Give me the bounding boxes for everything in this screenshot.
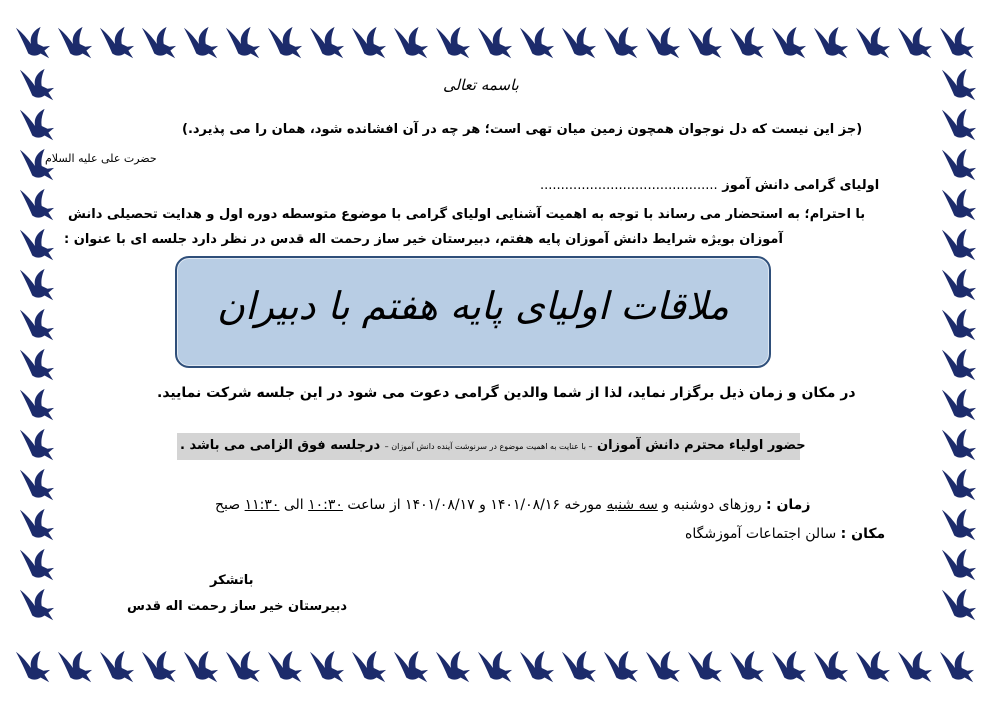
swallow-icon <box>940 266 978 304</box>
swallow-icon <box>18 546 56 584</box>
swallow-icon <box>644 648 682 686</box>
swallow-icon <box>602 24 640 62</box>
salutation-dots: ........................................... <box>540 178 718 193</box>
swallow-icon <box>854 648 892 686</box>
swallow-icon <box>18 186 56 224</box>
time-mid: الی <box>283 497 304 513</box>
swallow-icon <box>560 648 598 686</box>
swallow-icon <box>728 24 766 62</box>
body-line-2: آموزان بویژه شرایط دانش آموزان پایه هفتم، دبیرستان خیر ساز رحمت اله قدس در نظر دارد جلسه ای با عنوان : <box>64 232 783 247</box>
swallow-icon <box>18 226 56 264</box>
swallow-icon <box>896 24 934 62</box>
swallow-icon <box>476 648 514 686</box>
notice-part-2: – با عنایت به اهمیت موضوع در سرنوشت آینده دانش آموزان – <box>384 442 593 451</box>
swallow-icon <box>434 24 472 62</box>
swallow-icon <box>182 648 220 686</box>
invitation-letter <box>45 60 940 650</box>
meeting-title: ملاقات اولیای پایه هفتم با دبیران <box>217 284 729 328</box>
swallow-icon <box>18 306 56 344</box>
notice-part-1: حضور اولیاء محترم دانش آموزان <box>597 438 806 453</box>
meeting-title-box <box>175 256 771 368</box>
swallow-icon <box>686 24 724 62</box>
swallow-icon <box>644 24 682 62</box>
swallow-icon <box>940 346 978 384</box>
salutation <box>540 178 879 193</box>
swallow-icon <box>476 24 514 62</box>
body-line-1: با احترام؛ به استحضار می رساند با توجه به اهمیت آشنایی اولیای گرامی با موضوع متوسطه دوره اول و هدایت تحصیلی دانش <box>68 207 866 222</box>
swallow-icon <box>940 466 978 504</box>
swallow-icon <box>308 24 346 62</box>
bismillah-heading: باسمه تعالی <box>443 76 519 94</box>
swallow-icon <box>98 24 136 62</box>
swallow-icon <box>308 648 346 686</box>
time-day-2: سه شنبه <box>606 497 658 513</box>
notice-part-3: درجلسه فوق الزامی می باشد . <box>180 438 381 453</box>
attendance-notice <box>180 438 806 453</box>
swallow-icon <box>434 648 472 686</box>
swallow-icon <box>350 24 388 62</box>
swallow-icon <box>224 648 262 686</box>
swallow-icon <box>940 66 978 104</box>
time-end: ۱۱:۳۰ <box>244 497 280 513</box>
swallow-icon <box>940 186 978 224</box>
place-line <box>685 526 885 542</box>
swallow-icon <box>770 648 808 686</box>
body-line-3: در مکان و زمان ذیل برگزار نماید، لذا از شما والدین گرامی دعوت می شود در این جلسه شرکت نمایید. <box>157 385 856 401</box>
swallow-icon <box>18 66 56 104</box>
swallow-icon <box>518 648 556 686</box>
place-text: سالن اجتماعات آموزشگاه <box>685 526 837 542</box>
swallow-icon <box>940 546 978 584</box>
swallow-icon <box>140 24 178 62</box>
swallow-icon <box>350 648 388 686</box>
swallow-icon <box>56 648 94 686</box>
swallow-icon <box>938 24 976 62</box>
swallow-icon <box>98 648 136 686</box>
swallow-icon <box>770 24 808 62</box>
signature-school: دبیرستان خیر ساز رحمت اله قدس <box>127 599 348 614</box>
swallow-icon <box>940 506 978 544</box>
swallow-icon <box>728 648 766 686</box>
swallow-icon <box>266 648 304 686</box>
signature-thanks: باتشکر <box>210 573 254 588</box>
quote-text: (جز این نیست که دل نوجوان همچون زمین میان تهی است؛ هر چه در آن افشانده شود، همان را می پذیرد.) <box>182 122 863 137</box>
time-line <box>215 497 810 513</box>
swallow-icon <box>14 24 52 62</box>
swallow-icon <box>56 24 94 62</box>
swallow-icon <box>18 506 56 544</box>
swallow-icon <box>18 346 56 384</box>
swallow-icon <box>392 24 430 62</box>
swallow-icon <box>940 586 978 624</box>
time-label: زمان : <box>765 497 811 513</box>
time-start: ۱۰:۳۰ <box>308 497 343 513</box>
swallow-icon <box>940 306 978 344</box>
swallow-icon <box>266 24 304 62</box>
swallow-icon <box>812 24 850 62</box>
time-dates: مورخه ۱۴۰۱/۰۸/۱۶ و ۱۴۰۱/۰۸/۱۷ از ساعت <box>347 497 603 513</box>
swallow-icon <box>14 648 52 686</box>
swallow-icon <box>18 466 56 504</box>
swallow-icon <box>940 106 978 144</box>
swallow-icon <box>940 146 978 184</box>
swallow-icon <box>18 386 56 424</box>
time-days-a: روزهای دوشنبه و <box>662 497 762 513</box>
quote-attribution: حضرت علی علیه السلام <box>45 152 157 165</box>
swallow-icon <box>686 648 724 686</box>
swallow-icon <box>18 426 56 464</box>
swallow-icon <box>140 648 178 686</box>
place-label: مکان : <box>840 526 886 542</box>
swallow-icon <box>18 586 56 624</box>
swallow-icon <box>602 648 640 686</box>
swallow-icon <box>224 24 262 62</box>
swallow-icon <box>896 648 934 686</box>
swallow-icon <box>18 266 56 304</box>
swallow-icon <box>940 386 978 424</box>
swallow-icon <box>940 226 978 264</box>
time-suffix: صبح <box>215 497 241 513</box>
swallow-icon <box>18 106 56 144</box>
salutation-text: اولیای گرامی دانش آموز <box>722 178 880 193</box>
swallow-icon <box>938 648 976 686</box>
swallow-icon <box>854 24 892 62</box>
swallow-icon <box>392 648 430 686</box>
swallow-icon <box>518 24 556 62</box>
swallow-icon <box>940 426 978 464</box>
swallow-icon <box>812 648 850 686</box>
swallow-icon <box>560 24 598 62</box>
swallow-icon <box>182 24 220 62</box>
